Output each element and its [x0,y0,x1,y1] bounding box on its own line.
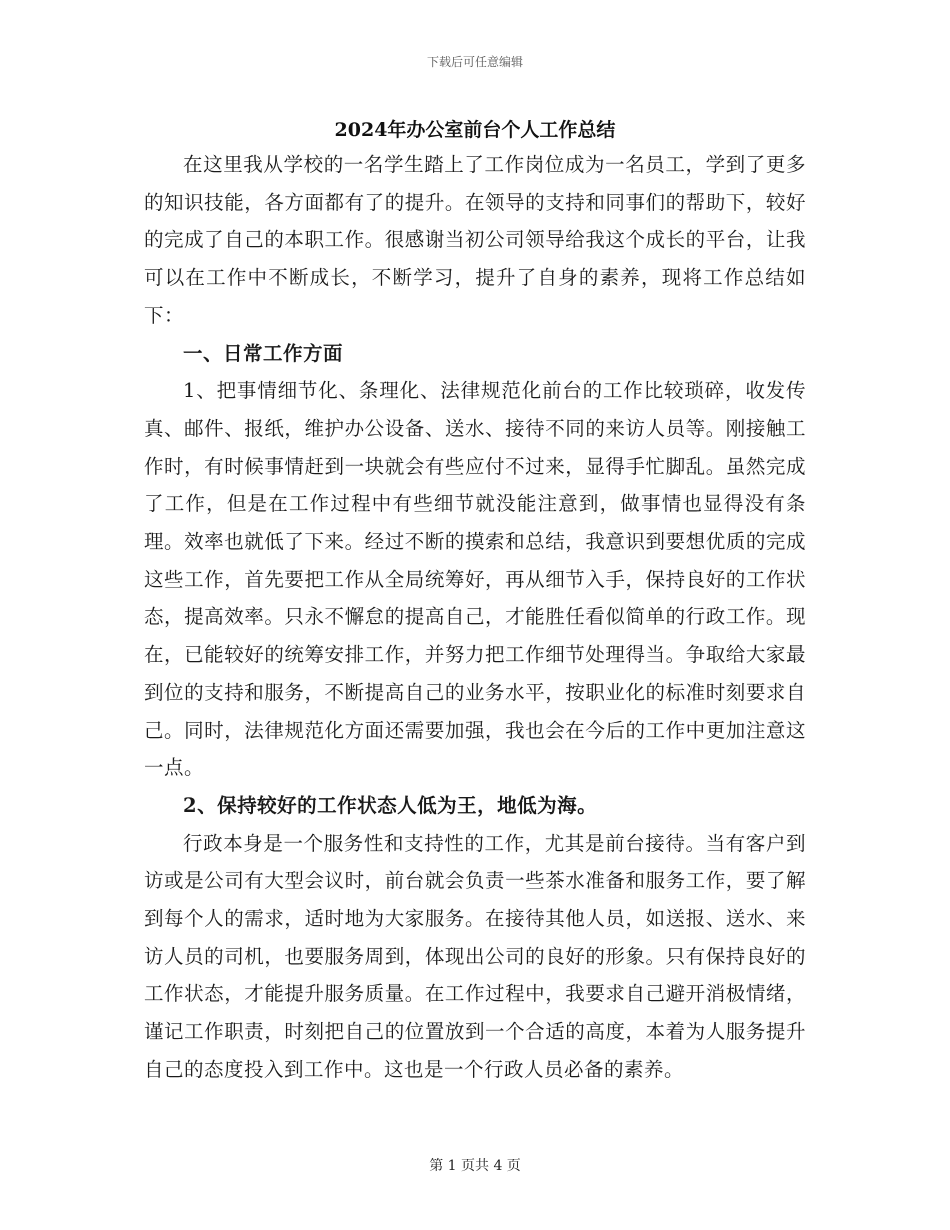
section-paragraph-work-state: 行政本身是一个服务性和支持性的工作，尤其是前台接待。当有客户到访或是公司有大型会议时，前台就会负责一些茶水准备和服务工作，要了解到每个人的需求，适时地为大家服务。在接待其他人员，如送报、送水、来访人员的司机，也要服务周到，体现出公司的良好的形象。只有保持良好的工作状态，才能提升服务质量。在工作过程中，我要求自己避开消极情绪，谨记工作职责，时刻把自己的位置放到一个合适的高度，本着为人服务提升自己的态度投入到工作中。这也是一个行政人员必备的素养。 [144,831,806,1081]
section-heading-daily-work: 一、日常工作方面 [183,341,344,365]
page-header-note: 下载后可任意编辑 [426,55,523,69]
section-paragraph-daily-work: 1、把事情细节化、条理化、法律规范化前台的工作比较琐碎，收发传真、邮件、报纸，维护办公设备、送水、接待不同的来访人员等。刚接触工作时，有时候事情赶到一块就会有些应付不过来，显得手忙脚乱。虽然完成了工作，但是在工作过程中有些细节就没能注意到，做事情也显得没有条理。效率也就低了下来。经过不断的摸索和总结，我意识到要想优质的完成这些工作，首先要把工作从全局统筹好，再从细节入手，保持良好的工作状态，提高效率。只永不懈怠的提高自己，才能胜任看似简单的行政工作。现在，已能较好的统筹安排工作，并努力把工作细节处理得当。争取给大家最到位的支持和服务，不断提高自己的业务水平，按职业化的标准时刻要求自己。同时，法律规范化方面还需要加强，我也会在今后的工作中更加注意这一点。 [144,379,806,780]
page-number-footer: 第 1 页共 4 页 [429,1158,521,1174]
document-body [144,146,806,1089]
section-heading-work-state: 2、保持较好的工作状态人低为王，地低为海。 [183,793,598,817]
document-title: 2024年办公室前台个人工作总结 [334,119,616,141]
intro-paragraph: 在这里我从学校的一名学生踏上了工作岗位成为一名员工，学到了更多的知识技能，各方面都有了的提升。在领导的支持和同事们的帮助下，较好的完成了自己的本职工作。很感谢当初公司领导给我这个成长的平台，让我可以在工作中不断成长，不断学习，提升了自身的素养，现将工作总结如下： [144,153,806,327]
